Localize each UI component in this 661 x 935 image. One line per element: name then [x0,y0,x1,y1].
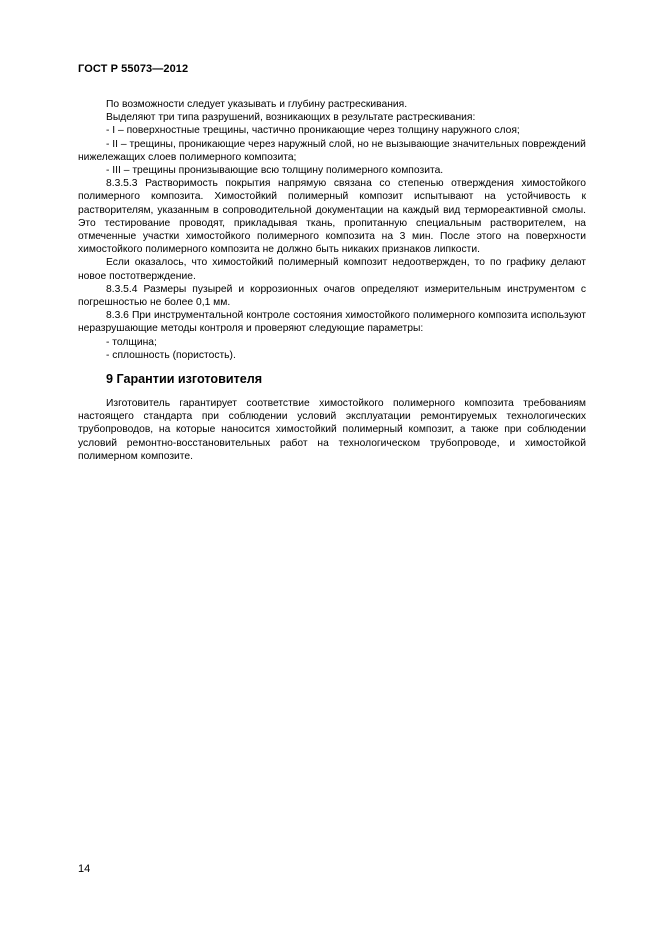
list-item: - III – трещины пронизывающие всю толщину полимерного композита. [106,165,444,177]
paragraph: 8.3.5.3 Растворимость покрытия напрямую связана со степенью отверждения химостойкого полимерного композита. Химостойкий полимерный композит испытывают на устойчивость к растворителям, указанным в сопроводительной документации на каждый вид термореактивной смолы. Это тестирование проводят, прикладывая ткань, пропитанную специальным растворителем, на отмеченные участки химостойкого полимерного композита на 3 мин. После этого на поверхности химостойкого полимерного композита не должно быть никаких признаков липкости. [78,178,586,256]
paragraph: Если оказалось, что химостойкий полимерный композит недоотвержден, то по графику делают новое постотверждение. [78,257,586,282]
page-number: 14 [78,863,91,875]
list-item: - I – поверхностные трещины, частично проникающие через толщину наружного слоя; [106,125,520,137]
paragraph: 8.3.6 При инструментальной контроле состояния химостойкого полимерного композита используют неразрушающие методы контроля и проверяют следующие параметры: [78,310,586,335]
paragraph: 8.3.5.4 Размеры пузырей и коррозионных очагов определяют измерительным инструментом с погрешностью не более 0,1 мм. [78,283,586,309]
paragraph: По возможности следует указывать и глубину растрескивания. [106,99,408,110]
paragraph: Изготовитель гарантирует соответствие химостойкого полимерного композита требованиям настоящего стандарта при соблюдении условий эксплуатации ремонтируемых технологических трубопроводов, на которые наносится химостойкий полимерный композит, а также при соблюдении условий ремонтно-восстановительных работ на технологическом трубопроводе, и химостойкой полимерном композите. [78,398,586,462]
list-item: - толщина; [106,336,157,348]
list-item: - сплошность (пористость). [106,349,236,361]
paragraph: Выделяют три типа разрушений, возникающих в результате растрескивания: [106,112,476,124]
document-code: ГОСТ Р 55073—2012 [78,63,189,75]
list-item: - II – трещины, проникающие через наружный слой, но не вызывающие значительных повреждений нижележащих слоев полимерного композита; [78,138,586,163]
section-body [78,397,586,463]
body-text [78,98,586,362]
section-heading: 9 Гарантии изготовителя [106,372,263,386]
